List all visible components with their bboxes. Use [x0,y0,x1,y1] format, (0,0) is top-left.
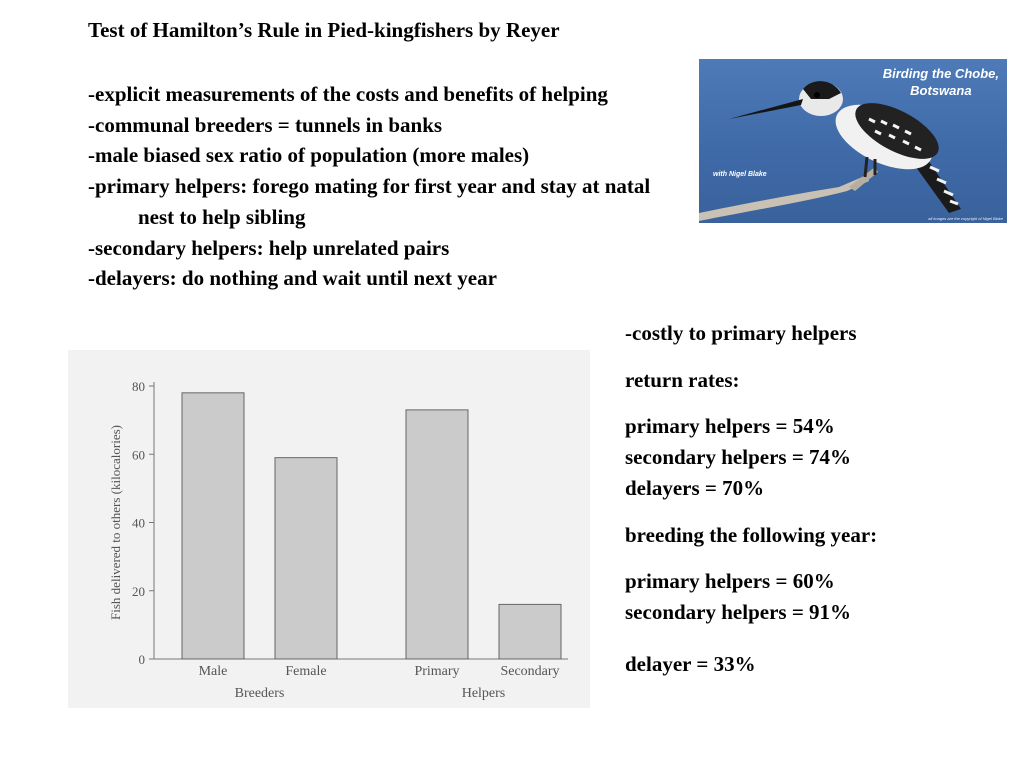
bar [275,458,337,659]
return-primary: primary helpers = 54% [625,414,835,439]
bullet-item: -communal breeders = tunnels in banks [88,112,443,137]
bar [499,604,561,659]
breeding-primary: primary helpers = 60% [625,569,835,594]
group-label: Breeders [234,686,285,701]
results-text [625,318,1015,679]
return-delayers: delayers = 70% [625,475,765,500]
y-tick-label: 60 [132,447,145,463]
x-tick-label: Female [285,664,327,679]
x-tick-label: Primary [414,664,460,679]
bullet-item: -explicit measurements of the costs and benefits of helping [88,82,608,106]
photo-caption-line: Birding the Chobe, [882,66,999,81]
breeding-heading: breeding the following year: [625,522,878,547]
x-tick-label: Secondary [500,664,560,679]
y-tick-label: 20 [132,583,145,599]
photo-caption [883,65,999,99]
bar-chart [68,350,590,708]
y-tick-label: 80 [132,379,145,394]
x-tick-label: Male [198,664,228,679]
bar-chart-svg [68,350,590,708]
group-label: Helpers [461,686,506,701]
y-tick-label: 40 [132,515,145,531]
return-heading: return rates: [625,367,740,392]
kingfisher-photo [699,59,1007,223]
return-secondary: secondary helpers = 74% [625,445,852,470]
breeding-delayer: delayer = 33% [625,651,756,676]
bar [182,393,244,659]
y-axis-label: Fish delivered to others (kilocalories) [108,425,123,620]
slide-title: Test of Hamilton’s Rule in Pied-kingfishers by Reyer [88,18,560,42]
photo-copyright: all images are the copyright of Nigel Blake [928,216,1003,221]
bullet-item: -primary helpers: forego mating for first year and stay at natal nest to help sibling [88,174,651,229]
y-tick-label: 0 [138,652,145,667]
bar [406,410,468,659]
bullet-item: -male biased sex ratio of population (more males) [88,143,530,168]
breeding-secondary: secondary helpers = 91% [625,599,852,624]
photo-caption-line: Botswana [910,83,972,98]
photo-credit: with Nigel Blake [713,171,767,178]
costly-line: -costly to primary helpers [625,321,857,345]
bullet-list [88,79,688,294]
bullet-item: -secondary helpers: help unrelated pairs [88,235,450,260]
bullet-item: -delayers: do nothing and wait until next year [88,266,497,291]
